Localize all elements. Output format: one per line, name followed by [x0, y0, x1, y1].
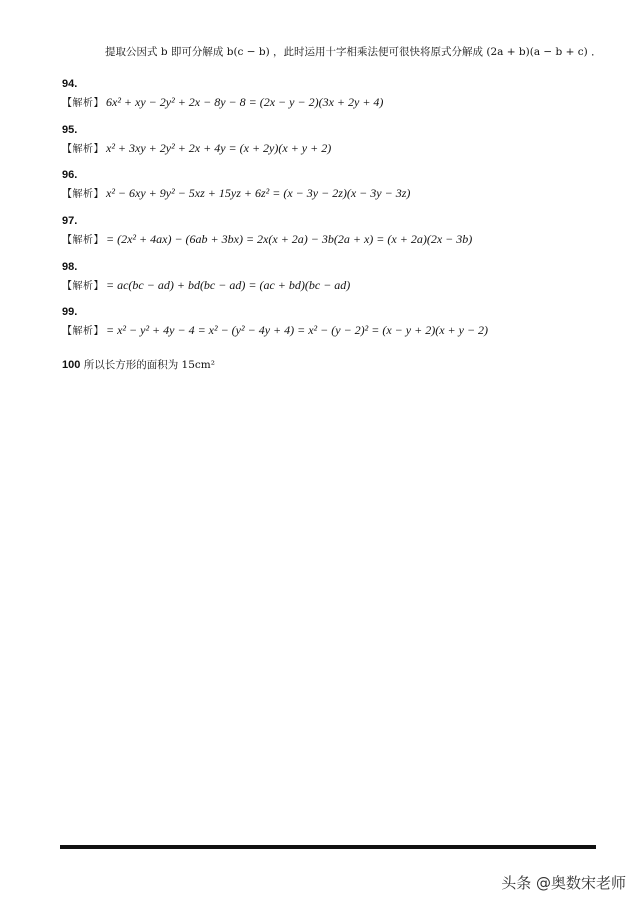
solution-line-96: [62, 185, 410, 201]
solution-expression: 6x² + xy − 2y² + 2x − 8y − 8 = (2x − y − 2)(3x + 2y + 4): [106, 95, 384, 109]
analysis-tag: 【解析】: [62, 98, 104, 109]
item-number-95: 95.: [62, 124, 78, 136]
solution-expression: = (2x² + 4ax) − (6ab + 3bx) = 2x(x + 2a) − 3b(2a + x) = (x + 2a)(2x − 3b): [106, 232, 473, 246]
intro-text: 提取公因式 b 即可分解成 b(c − b) ，此时运用十字相乘法便可很快将原式分解成 (2a + b)(a − b + c) ．: [105, 46, 602, 58]
solution-expression: x² + 3xy + 2y² + 2x + 4y = (x + 2y)(x + y + 2): [106, 141, 332, 155]
analysis-tag: 【解析】: [62, 326, 104, 337]
final-text: 所以长方形的面积为 15cm²: [83, 359, 215, 371]
analysis-tag: 【解析】: [62, 189, 104, 200]
solution-line-99: [62, 322, 488, 338]
footer-divider: [60, 845, 596, 849]
solution-expression: = x² − y² + 4y − 4 = x² − (y² − 4y + 4) = x² − (y − 2)² = (x − y + 2)(x + y − 2): [106, 323, 489, 337]
item-number-94: 94.: [62, 78, 78, 90]
solution-line-95: [62, 140, 331, 156]
final-number: 100: [62, 359, 81, 371]
analysis-tag: 【解析】: [62, 281, 104, 292]
solution-line-94: [62, 94, 383, 110]
item-number-99: 99.: [62, 306, 78, 318]
solution-line-98: [62, 277, 350, 293]
watermark: 头条 @奥数宋老师: [501, 874, 626, 892]
item-number-97: 97.: [62, 215, 78, 227]
item-number-96: 96.: [62, 169, 78, 181]
solution-line-97: [62, 231, 472, 247]
solution-expression: x² − 6xy + 9y² − 5xz + 15yz + 6z² = (x − 3y − 2z)(x − 3y − 3z): [106, 186, 411, 200]
final-answer: [62, 357, 215, 372]
solution-expression: = ac(bc − ad) + bd(bc − ad) = (ac + bd)(bc − ad): [106, 278, 351, 292]
item-number-98: 98.: [62, 261, 78, 273]
analysis-tag: 【解析】: [62, 235, 104, 246]
analysis-tag: 【解析】: [62, 144, 104, 155]
